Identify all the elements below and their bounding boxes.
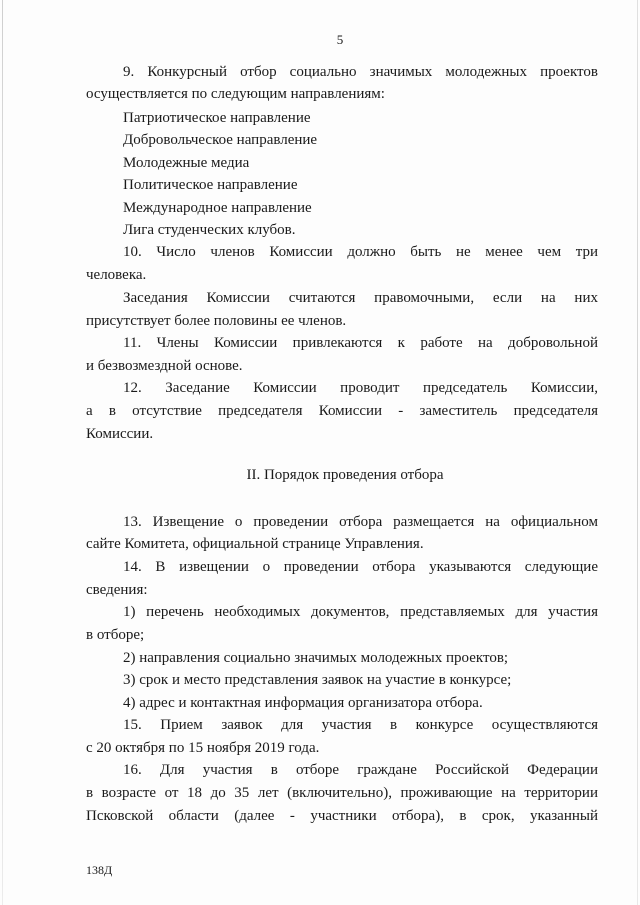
paragraph-14-line-1: 14. В извещении о проведении отбора указываются следующие xyxy=(123,559,598,575)
paragraph-9-line-1: 9. Конкурсный отбор социально значимых молодежных проектов xyxy=(123,64,598,80)
info-item-3: 3) срок и место представления заявок на участие в конкурсе; xyxy=(123,672,512,688)
direction-item-student-clubs: Лига студенческих клубов. xyxy=(123,222,296,238)
paragraph-11-line-1: 11. Члены Комиссии привлекаются к работе на добровольной xyxy=(123,335,598,351)
info-item-1-line-2: в отборе; xyxy=(86,627,145,643)
paragraph-13-line-1: 13. Извещение о проведении отбора размещается на официальном xyxy=(123,514,598,530)
direction-item-political: Политическое направление xyxy=(123,177,298,193)
quorum-line-2: присутствует более половины ее членов. xyxy=(86,313,347,329)
paragraph-14-line-2: сведения: xyxy=(86,582,148,598)
page-number: 5 xyxy=(336,32,344,47)
document-code: 138Д xyxy=(86,863,113,877)
info-item-1-line-1: 1) перечень необходимых документов, представляемых для участия xyxy=(123,604,598,620)
direction-item-international: Международное направление xyxy=(123,200,312,216)
paragraph-10-line-1: 10. Число членов Комиссии должно быть не менее чем три xyxy=(123,244,598,260)
direction-item-volunteer: Добровольческое направление xyxy=(123,132,318,148)
paragraph-16-line-2: в возрасте от 18 до 35 лет (включительно), проживающие на территории xyxy=(86,785,598,801)
info-item-2: 2) направления социально значимых молодежных проектов; xyxy=(123,650,509,666)
page-right-edge xyxy=(637,0,638,905)
paragraph-12-line-2: а в отсутствие председателя Комиссии - заместитель председателя xyxy=(86,403,598,419)
info-item-4: 4) адрес и контактная информация организатора отбора. xyxy=(123,695,483,711)
direction-item-patriotic: Патриотическое направление xyxy=(123,110,311,126)
paragraph-10-line-2: человека. xyxy=(86,267,147,283)
paragraph-16-line-3: Псковской области (далее - участники отбора), в срок, указанный xyxy=(86,808,598,824)
section-heading: II. Порядок проведения отбора xyxy=(246,467,444,483)
paragraph-16-line-1: 16. Для участия в отборе граждане Российской Федерации xyxy=(123,762,598,778)
quorum-line-1: Заседания Комиссии считаются правомочными, если на них xyxy=(123,290,598,306)
direction-item-youth-media: Молодежные медиа xyxy=(123,155,250,171)
paragraph-15-line-2: с 20 октября по 15 ноября 2019 года. xyxy=(86,740,320,756)
paragraph-11-line-2: и безвозмездной основе. xyxy=(86,358,243,374)
paragraph-12-line-3: Комиссии. xyxy=(86,426,154,442)
page-left-edge xyxy=(2,0,3,905)
paragraph-13-line-2: сайте Комитета, официальной странице Управления. xyxy=(86,536,424,552)
paragraph-12-line-1: 12. Заседание Комиссии проводит председатель Комиссии, xyxy=(123,380,598,396)
paragraph-15-line-1: 15. Прием заявок для участия в конкурсе осуществляются xyxy=(123,717,598,733)
paragraph-9-line-2: осуществляется по следующим направлениям: xyxy=(86,86,385,102)
